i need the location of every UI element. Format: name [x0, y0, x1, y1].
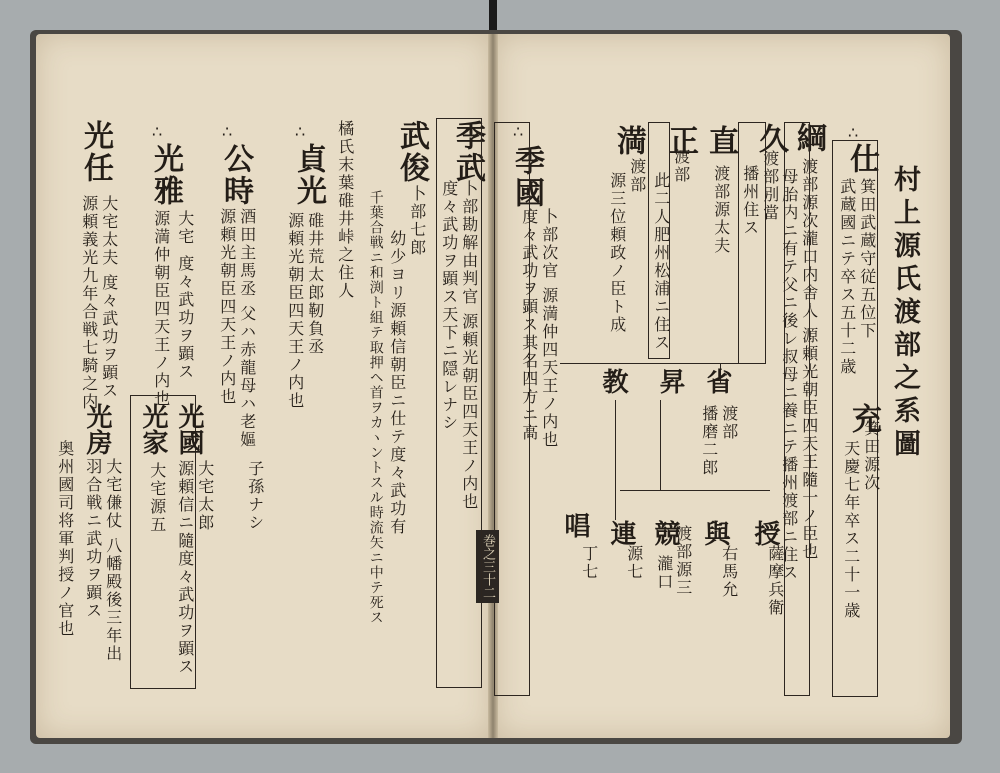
person-name: 久 [753, 123, 788, 155]
crest-icon: ∴ [222, 122, 230, 141]
person-name: 綱 [791, 122, 826, 154]
person-detail: 卜部七郎 [407, 185, 427, 257]
person-detail: 大宅太夫 度々武功ヲ顕ス [99, 195, 119, 401]
person-detail: 渡部 [627, 158, 647, 194]
person-name: 季國 [509, 145, 544, 209]
person-detail: 卜部勘解由判官 源頼光朝臣四天王ノ内也 [459, 180, 479, 512]
person-detail: 播磨二郎 [699, 405, 719, 477]
person-detail: 源満仲朝臣四天王ノ内也 [151, 210, 171, 408]
person-name: 仕 [844, 143, 879, 175]
person-name: 正 [663, 125, 698, 157]
spine-tab [489, 0, 497, 32]
person-detail: 渡部源太夫 [711, 165, 731, 255]
connector-line [615, 400, 616, 520]
person-detail: 右馬允 [719, 545, 739, 599]
person-detail: 此二人肥州松浦ニ住ス [651, 172, 671, 352]
person-detail: 箕田武蔵守従五位下 [857, 178, 877, 340]
person-name: 光國 [174, 403, 204, 455]
person-detail: 幼少ヨリ源頼信朝臣ニ仕テ度々武功有 [387, 230, 407, 536]
lineage-box [738, 122, 766, 364]
person-detail: 母胎内ニ有テ父ニ後レ叔母ニ養ニテ播州渡部ニ住ス [779, 168, 799, 582]
connector-line [660, 400, 661, 490]
lineage-box [436, 118, 485, 688]
person-detail: 瀧口 [654, 555, 674, 591]
person-name: 季武 [450, 120, 485, 184]
person-name: 昇 [655, 368, 685, 394]
person-name: 充 [846, 403, 881, 435]
person-detail: 渡部源次瀧口内舎人 源頼光朝臣四天王隨一ノ臣也 [799, 158, 819, 562]
person-detail: 武蔵國ニテ卒ス五十二歳 [837, 178, 857, 376]
person-name: 満 [611, 125, 646, 157]
person-detail: 源七 [624, 545, 644, 581]
crest-icon: ∴ [295, 122, 303, 141]
person-detail: 源頼光朝臣四天王ノ内也 [285, 212, 305, 410]
person-name: 授 [750, 520, 780, 546]
person-name: 光房 [82, 403, 112, 455]
person-detail: 渡部源三 [673, 525, 693, 597]
person-name: 貞光 [291, 143, 326, 207]
person-detail: 薩摩兵衛 [765, 545, 785, 617]
person-detail: 度々武功ヲ顕ス天下ニ隠レナシ [439, 180, 459, 432]
person-detail: 源三位頼政ノ臣ト成 [607, 172, 627, 334]
connector-line [620, 490, 770, 491]
person-detail: 大宅傔仗 八幡殿後三年出 [103, 458, 123, 664]
person-name: 直 [703, 125, 738, 157]
person-name: 教 [598, 368, 628, 394]
folio-label: 巻之三十二 [476, 530, 499, 603]
lineage-box [494, 122, 530, 696]
person-name: 連 [606, 520, 636, 546]
person-name: 武俊 [394, 120, 429, 184]
person-detail: 渡部別當 [760, 150, 780, 222]
person-detail: 箕田源次 [861, 420, 881, 492]
person-detail: 酒田主馬丞 父ハ赤龍母ハ老嫗 [237, 208, 257, 450]
crest-icon: ∴ [848, 123, 856, 142]
person-detail: 渡部 [719, 405, 739, 441]
lineage-box [784, 122, 810, 696]
person-name: 唱 [560, 512, 590, 538]
person-detail: 千葉合戦ニ和渕ト組テ取押ヘ首ヲカヽントスル時流矢ニ中テ死ス [367, 190, 384, 625]
person-detail: 奥州國司将軍判授ノ官也 [55, 440, 75, 638]
lineage-box [648, 122, 670, 359]
person-detail: 丁七 [579, 545, 599, 581]
person-detail: 大宅源五 [147, 462, 167, 534]
connector-line [560, 363, 750, 364]
person-detail: 度々武功ヲ顕ス [175, 255, 195, 381]
person-detail: 卜部次官 源満仲四天王ノ内也 [539, 208, 559, 450]
person-detail: 大宅 [175, 210, 195, 246]
crest-icon: ∴ [513, 122, 521, 141]
person-detail: 羽合戦ニ武功ヲ顕ス [83, 458, 103, 620]
person-detail: 天慶七年卒ス二十一歳 [841, 440, 861, 620]
person-detail: 源頼信ニ隨度々武功ヲ顕ス [175, 460, 195, 676]
person-detail: 碓井荒太郎靭負丞 [305, 212, 325, 356]
person-name: 省 [702, 368, 732, 394]
crest-icon: ∴ [152, 122, 160, 141]
person-name: 光家 [138, 403, 168, 455]
person-detail: 大宅太郎 [195, 460, 215, 532]
person-name: 公時 [218, 143, 253, 207]
person-name: 與 [700, 520, 730, 546]
person-detail: 播州住ス [740, 165, 760, 237]
lineage-note: 橘氏末葉碓井峠之住人 [335, 120, 355, 300]
person-name: 光任 [78, 120, 113, 184]
person-detail: 度々武功ヲ顕ス其名四方ニ高 [519, 208, 539, 442]
person-name: 競 [650, 520, 680, 546]
person-name: 光雅 [148, 143, 183, 207]
lineage-note: 子孫ナシ [245, 460, 265, 532]
person-detail: 渡部 [671, 148, 691, 184]
person-detail: 源頼義光九年合戦七騎之内 [79, 195, 99, 411]
person-detail: 源頼光朝臣四天王ノ内也 [217, 208, 237, 406]
page-title: 村上源氏渡部之系圖 [889, 165, 920, 462]
